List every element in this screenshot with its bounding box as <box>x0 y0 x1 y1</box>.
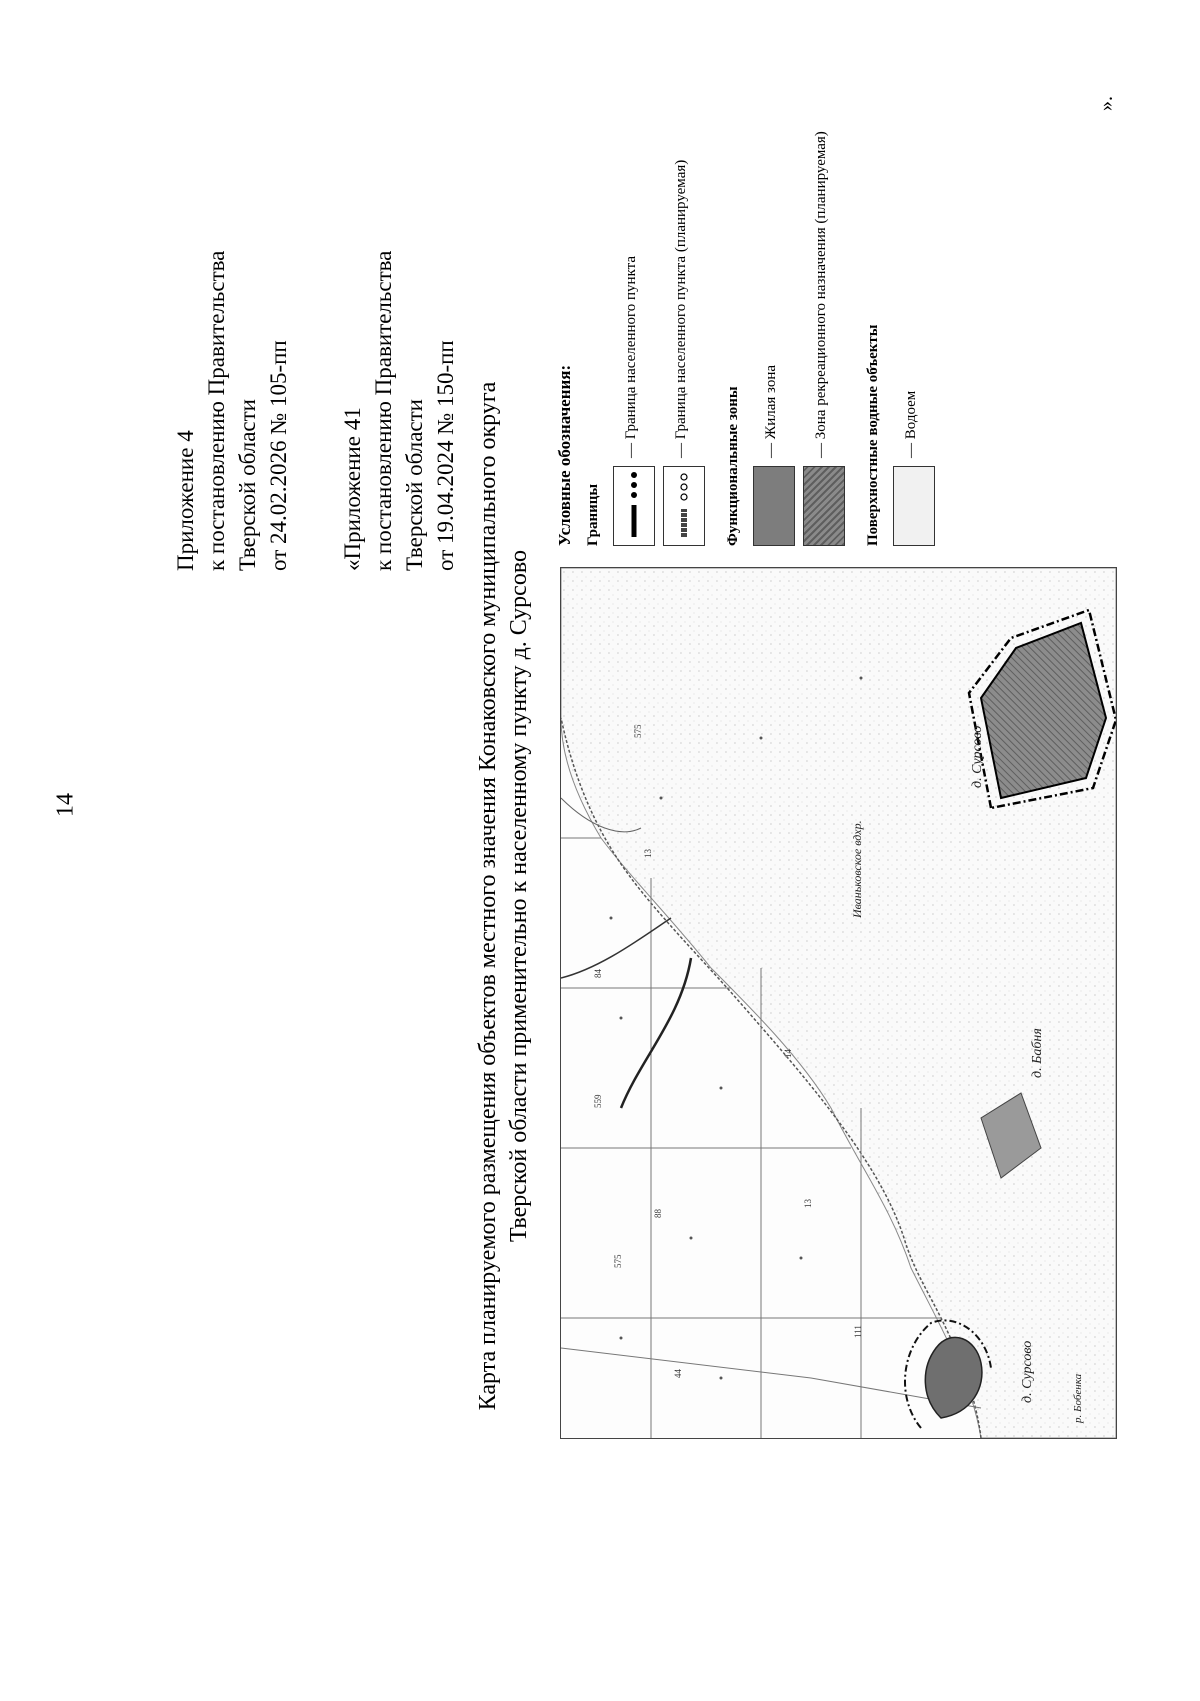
parcel-number: 575 <box>613 1254 623 1268</box>
legend-item-label <box>763 365 780 458</box>
map-drawing <box>561 568 1116 1438</box>
map-title-line2: Тверской области применительно к населенному пункту д. Сурсово <box>506 549 532 1243</box>
parcel-number: 84 <box>593 969 603 978</box>
legend-label-text: Граница населенного пункта <box>623 255 639 440</box>
parcel-number: 559 <box>593 1094 603 1108</box>
legend-dash: — <box>903 443 919 458</box>
settlement-boundary-planned-icon <box>664 467 704 545</box>
legend-section-boundaries: Границы <box>585 483 601 546</box>
parcel-number: 13 <box>643 849 653 858</box>
legend-item-label <box>673 160 690 458</box>
legend-dash: — <box>623 443 639 458</box>
appendix-old-line3: Тверской области <box>402 399 427 571</box>
legend-item-water-body <box>893 26 935 546</box>
water-body-swatch <box>893 466 935 546</box>
label-reservoir: Иваньковское вдхр. <box>850 820 864 918</box>
label-babnya: д. Бабня <box>1030 1028 1045 1078</box>
appendix-new-line4: от 24.02.2026 № 105-пп <box>266 340 291 571</box>
legend-item-recreation-zone <box>803 26 845 546</box>
appendix-new-line1: Приложение 4 <box>173 430 198 571</box>
appendix-new-line2: к постановлению Правительства <box>204 250 229 571</box>
appendix-old-line1: «Приложение 41 <box>340 407 365 571</box>
settlement-map <box>560 567 1117 1439</box>
legend-item-settlement-boundary <box>613 26 655 546</box>
parcel-number: 111 <box>853 1325 863 1338</box>
legend-item-settlement-boundary-planned <box>663 26 705 546</box>
recreation-zone-swatch <box>803 466 845 546</box>
legend-dash: — <box>813 443 829 458</box>
appendix-old-line2: к постановлению Правительства <box>371 250 396 571</box>
legend-item-label <box>813 131 830 458</box>
legend-section-functional-zones: Функциональные зоны <box>725 386 741 546</box>
label-sursovo-top: д. Сурсово <box>970 725 985 788</box>
legend-section-water: Поверхностные водные объекты <box>865 324 881 546</box>
parcel-number: 575 <box>633 724 643 738</box>
legend-label-text: Граница населенного пункта (планируемая) <box>673 159 689 440</box>
map-title-line1: Карта планируемого размещения объектов местного значения Конаковского муниципального округа <box>475 381 501 1411</box>
legend-item-residential-zone <box>753 26 795 546</box>
legend-dash: — <box>673 443 689 458</box>
map-title <box>473 306 535 1486</box>
legend-dash: — <box>763 443 779 458</box>
label-river: р. Бобенка <box>1072 1373 1084 1423</box>
appendix-old-line4: от 19.04.2024 № 150-пп <box>433 340 458 571</box>
appendix-old <box>337 251 461 571</box>
legend-label-text: Жилая зона <box>763 364 779 440</box>
parcel-number: 88 <box>653 1209 663 1218</box>
closing-quote: ». <box>1095 96 1117 111</box>
legend-label-text: Водоем <box>903 390 919 440</box>
settlement-boundary-planned-swatch <box>663 466 705 546</box>
parcel-number: 14 <box>783 1049 793 1058</box>
page-number: 14 <box>52 793 79 817</box>
legend-label-text: Зона рекреационного назначения (планируемая) <box>813 131 829 440</box>
parcel-number: 44 <box>673 1369 683 1378</box>
legend-heading: Условные обозначения: <box>555 364 574 546</box>
label-sursovo-bottom: д. Сурсово <box>1020 1340 1035 1403</box>
appendix-new <box>170 251 294 571</box>
parcel-number: 13 <box>803 1199 813 1208</box>
appendix-new-line3: Тверской области <box>235 399 260 571</box>
settlement-boundary-swatch <box>613 466 655 546</box>
residential-zone-swatch <box>753 466 795 546</box>
settlement-boundary-icon <box>614 467 654 545</box>
legend-item-label <box>903 391 920 458</box>
legend-item-label <box>623 256 640 458</box>
